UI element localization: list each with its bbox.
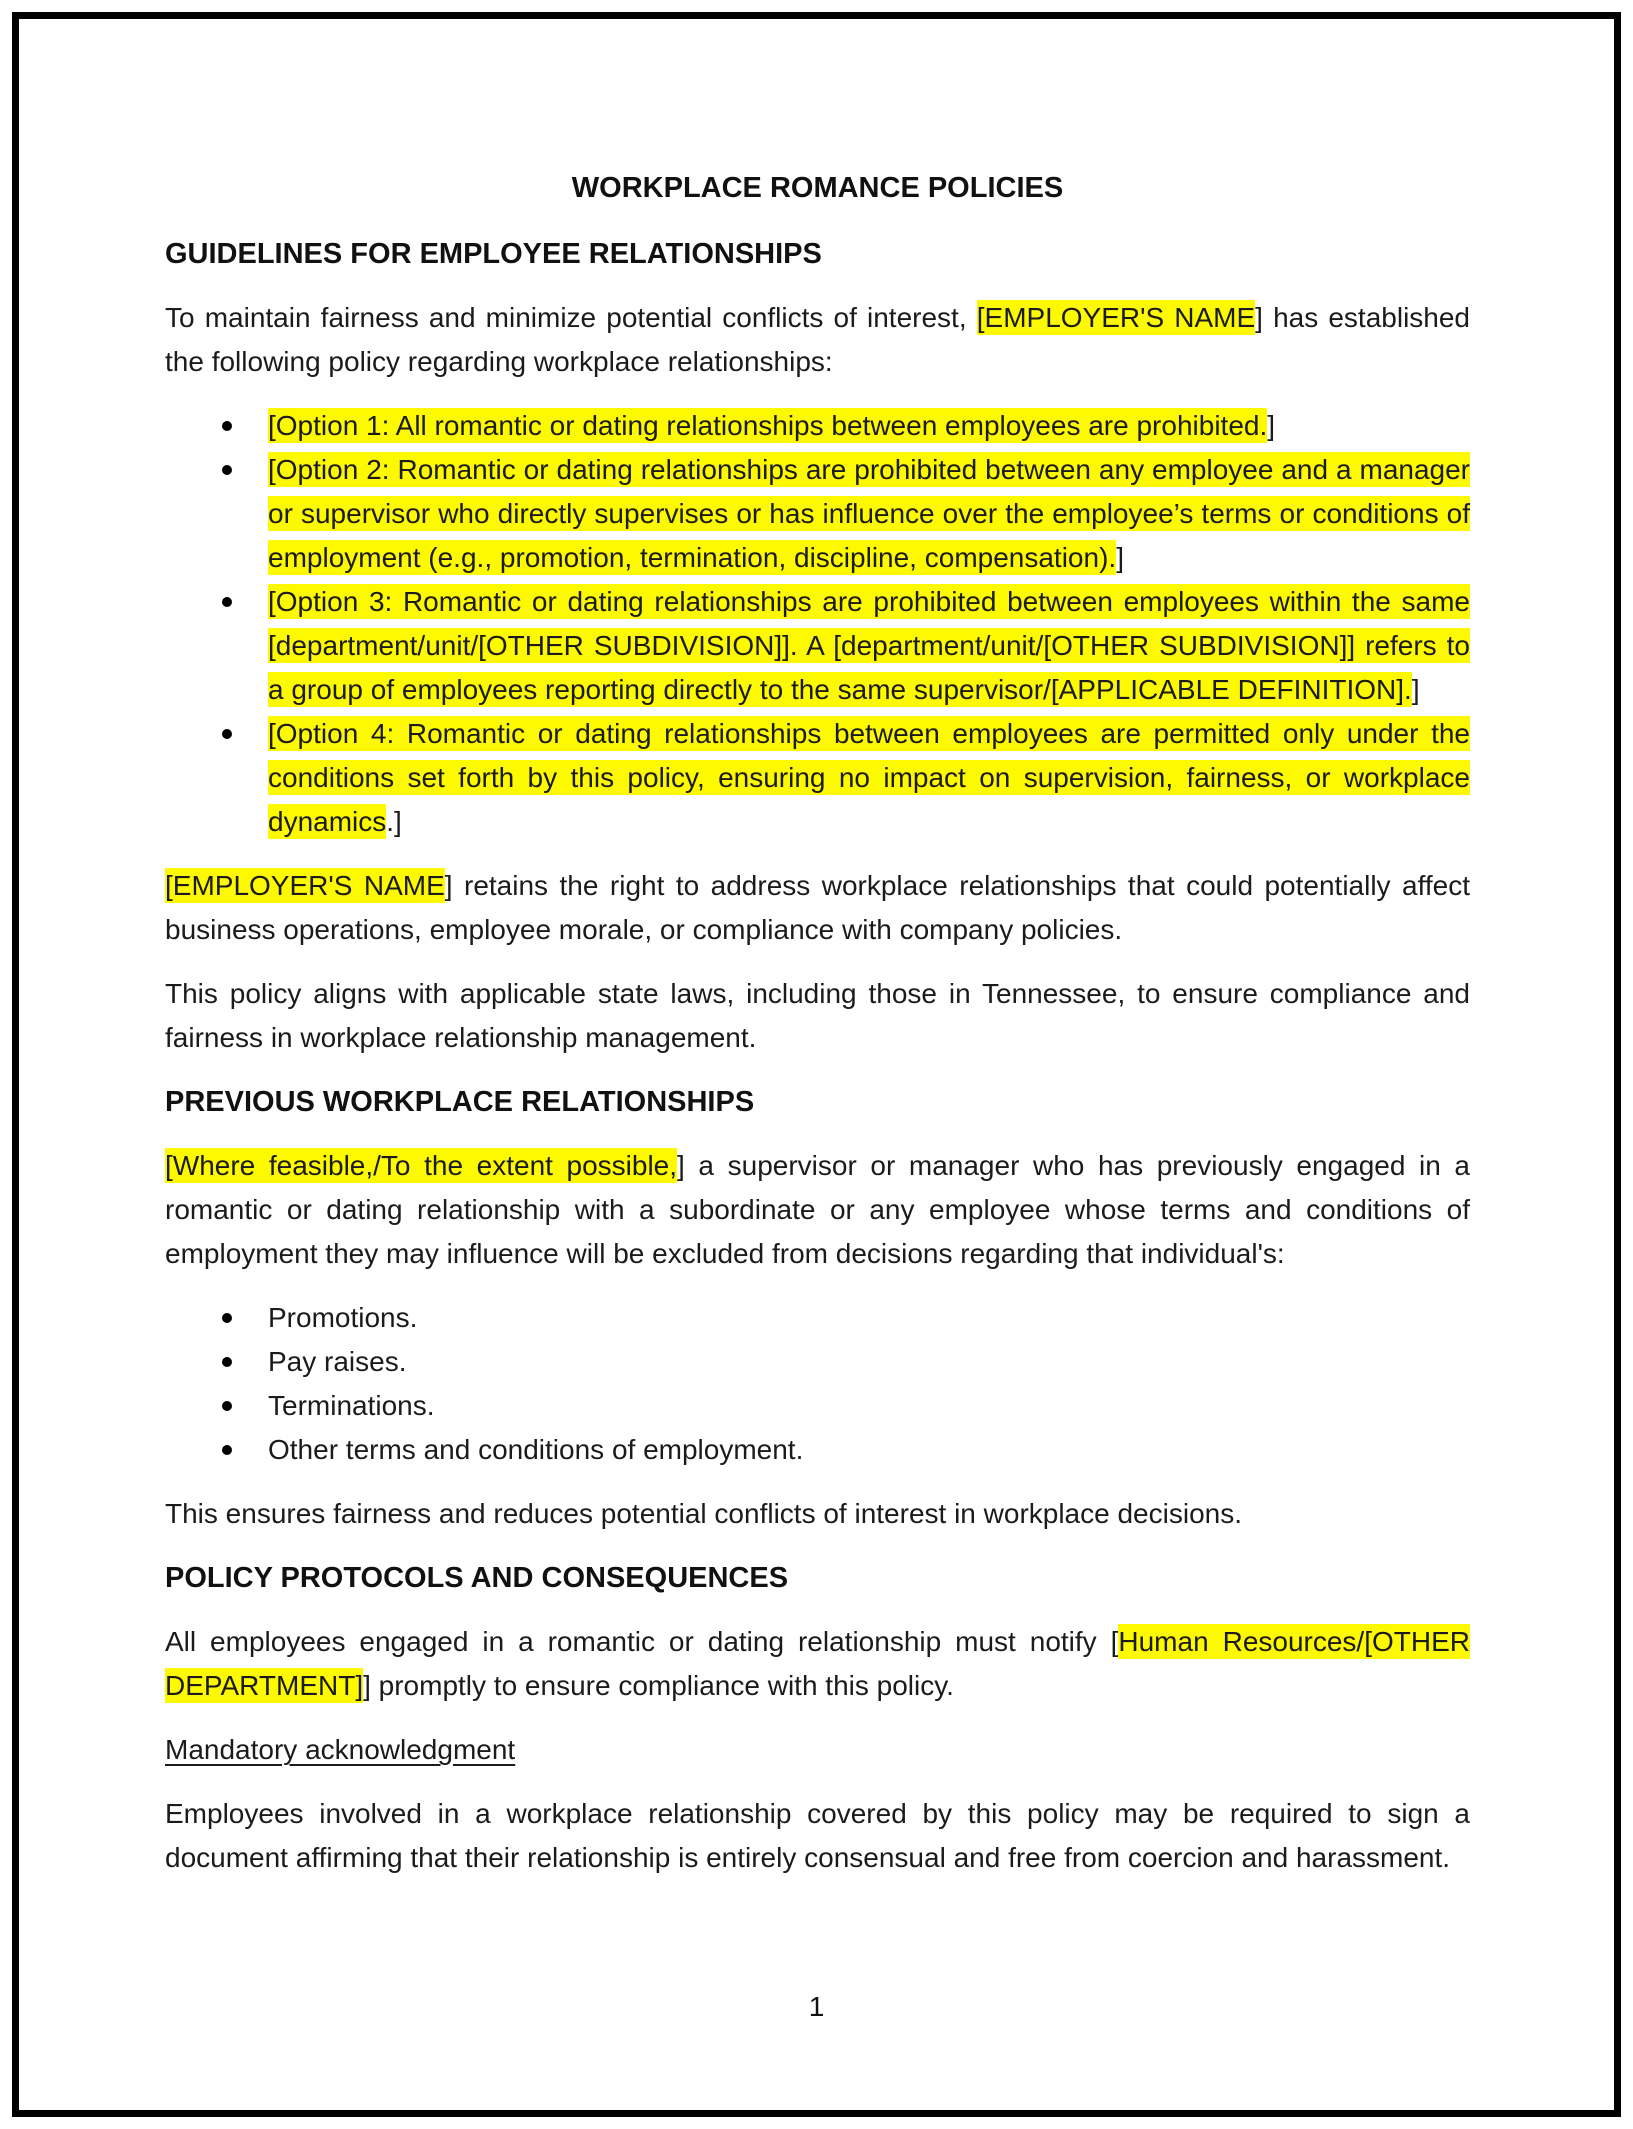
text-run: ] promptly to ensure compliance with this policy.	[363, 1670, 954, 1701]
page-number: 1	[808, 1991, 825, 2022]
document-title: WORKPLACE ROMANCE POLICIES	[571, 172, 1064, 204]
options-list	[165, 404, 1470, 844]
option-item	[268, 448, 1470, 580]
exclusion-item: Promotions.	[268, 1296, 1470, 1340]
text-run: ]	[1116, 542, 1124, 573]
text-run: All employees engaged in a romantic or dating relationship must notify [	[165, 1626, 1119, 1657]
paragraph-notify	[165, 1620, 1470, 1708]
text-run: ] a supervisor or manager who has previously engaged in a romantic or dating relationship with a subordinate or any employee whose terms and conditions of employment they may influence will be excluded from decisions regarding that individual's:	[165, 1150, 1470, 1269]
paragraph-employer-rights	[165, 864, 1470, 952]
document-content	[165, 0, 1470, 1900]
highlighted-run: [Option 1: All romantic or dating relationships between employees are prohibited.	[268, 410, 1268, 441]
paragraph-state-law: This policy aligns with applicable state laws, including those in Tennessee, to ensure compliance and fairness in workplace relationship management.	[165, 978, 1470, 1053]
text-run: ] retains the right to address workplace relationships that could potentially affect business operations, employee morale, or compliance with company policies.	[165, 870, 1471, 945]
text-run: ]	[1267, 410, 1276, 441]
paragraph-previous-intro	[165, 1144, 1470, 1276]
highlighted-run: [Option 3: Romantic or dating relationships are prohibited between employees within the same [department/unit/[OTHER SUBDIVISION]]. A [department/unit/[OTHER SUBDIVISION]] refers to a group of employees reporting directly to the same supervisor/[APPLICABLE DEFINITION].	[268, 586, 1470, 705]
highlighted-run: [Option 4: Romantic or dating relationships between employees are permitted only under the conditions set forth by this policy, ensuring no impact on supervision, fairness, or workplace dynamics	[268, 718, 1470, 837]
text-run: .]	[386, 806, 402, 837]
subheading-mandatory-acknowledgment: Mandatory acknowledgment	[165, 1734, 516, 1765]
heading-guidelines: GUIDELINES FOR EMPLOYEE RELATIONSHIPS	[165, 238, 822, 270]
text-run: ] has established the following policy regarding workplace relationships:	[165, 302, 1471, 377]
highlighted-run: Human Resources/[OTHER DEPARTMENT]	[165, 1626, 1470, 1701]
highlighted-run: [Where feasible,/To the extent possible,	[165, 1150, 678, 1181]
heading-previous-relationships: PREVIOUS WORKPLACE RELATIONSHIPS	[165, 1086, 755, 1118]
exclusion-item: Other terms and conditions of employment.	[268, 1428, 1470, 1472]
highlighted-run: [EMPLOYER'S NAME	[976, 302, 1256, 333]
heading-protocols: POLICY PROTOCOLS AND CONSEQUENCES	[165, 1562, 789, 1594]
paragraph-acknowledgment: Employees involved in a workplace relationship covered by this policy may be required to sign a document affirming that their relationship is entirely consensual and free from coercion and harassment.	[165, 1798, 1470, 1873]
exclusion-item: Pay raises.	[268, 1340, 1470, 1384]
option-item	[268, 580, 1470, 712]
text-run: To maintain fairness and minimize potential conflicts of interest,	[165, 302, 977, 333]
option-item	[268, 712, 1470, 844]
paragraph-fairness: This ensures fairness and reduces potential conflicts of interest in workplace decisions.	[165, 1498, 1242, 1529]
exclusion-item: Terminations.	[268, 1384, 1470, 1428]
paragraph-policy-intro	[165, 296, 1470, 384]
option-item	[268, 404, 1470, 448]
highlighted-run: [Option 2: Romantic or dating relationships are prohibited between any employee and a manager or supervisor who directly supervises or has influence over the employee’s terms or conditions of employment (e.g., promotion, termination, discipline, compensation).	[268, 454, 1470, 573]
text-run: ]	[1411, 674, 1420, 705]
highlighted-run: [EMPLOYER'S NAME	[165, 870, 445, 901]
exclusion-list	[165, 1296, 1470, 1472]
